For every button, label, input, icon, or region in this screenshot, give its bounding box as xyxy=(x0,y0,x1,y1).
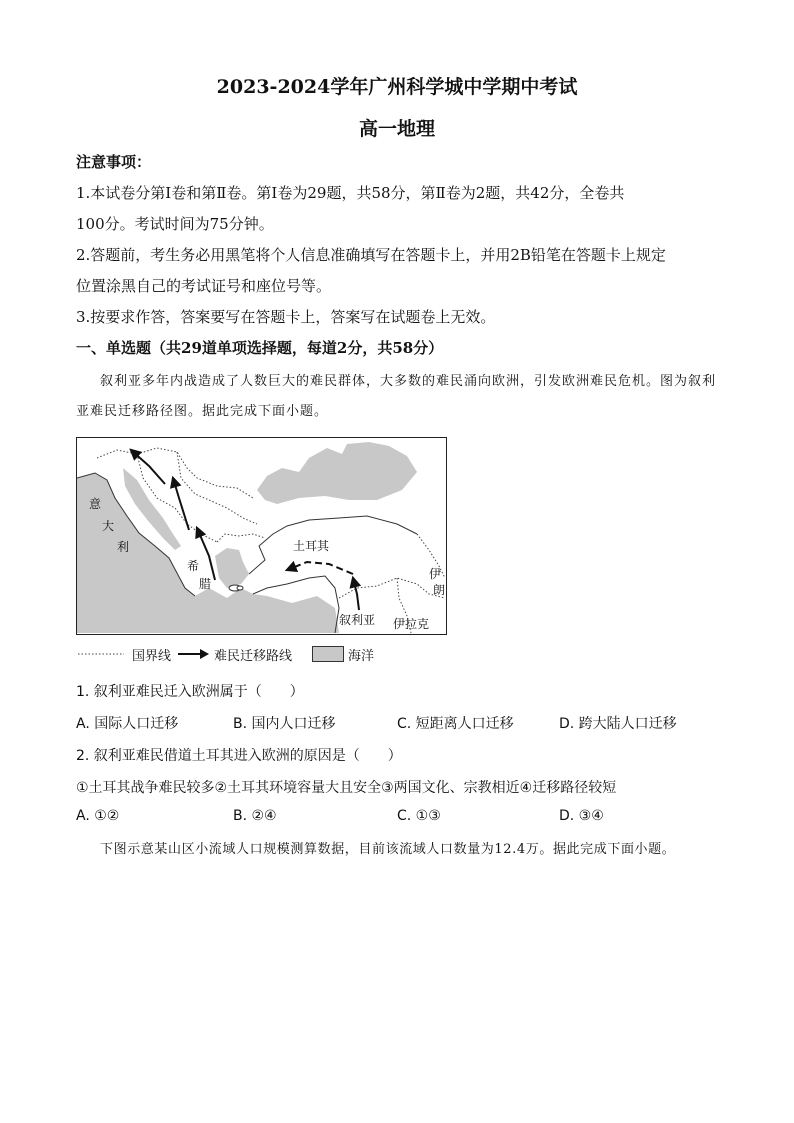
q1-option-b[interactable]: B. 国内人口迁移 xyxy=(233,716,336,732)
label-iraq: 伊拉克 xyxy=(393,617,430,631)
notice-line-2a: 2.答题前，考生务必用黑笔将个人信息准确填写在答题卡上，并用2B铅笔在答题卡上规定 xyxy=(76,246,666,264)
label-italy-2: 大 xyxy=(102,519,115,533)
label-iran-2: 朗 xyxy=(433,583,445,597)
exam-title: 2023-2024学年广州科学城中学期中考试 xyxy=(216,76,578,98)
route-syria xyxy=(353,578,359,610)
q1-option-a[interactable]: A. 国际人口迁移 xyxy=(76,716,179,732)
next-intro-text: 下图示意某山区小流域人口规模测算数据，目前该流域人口数量为12.4万。据此完成下面小题。 xyxy=(100,842,676,857)
q2-option-d[interactable]: D. ③④ xyxy=(559,808,604,824)
label-turkey: 土耳其 xyxy=(293,539,330,553)
island xyxy=(237,586,243,590)
notice-line-2b: 位置涂黑自己的考试证号和座位号等。 xyxy=(76,277,332,295)
sea-black xyxy=(257,442,417,504)
map-svg xyxy=(77,438,445,633)
route-north xyxy=(131,450,165,484)
q2-stem: 2. 叙利亚难民借道土耳其进入欧洲的原因是（ ） xyxy=(76,748,402,764)
q2-option-a[interactable]: A. ①② xyxy=(76,808,120,824)
legend-route-symbol xyxy=(176,647,210,661)
intro-text-b: 亚难民迁移路径图。据此完成下面小题。 xyxy=(76,404,329,419)
notice-line-3: 3.按要求作答，答案要写在答题卡上，答案写在试题卷上无效。 xyxy=(76,308,496,326)
q2-option-b[interactable]: B. ②④ xyxy=(233,808,277,824)
q1-stem: 1. 叙利亚难民迁入欧洲属于（ ） xyxy=(76,684,304,700)
legend-sea-label: 海洋 xyxy=(348,649,375,664)
intro-text-a: 叙利亚多年内战造成了人数巨大的难民群体，大多数的难民涌向欧洲，引发欧洲难民危机。图为叙利 xyxy=(100,374,717,389)
q2-option-c[interactable]: C. ①③ xyxy=(397,808,441,824)
legend-sea-symbol xyxy=(312,646,344,662)
sea-aegean xyxy=(215,548,249,588)
notice-line-1b: 100分。考试时间为75分钟。 xyxy=(76,215,274,233)
label-italy-3: 利 xyxy=(117,540,130,554)
route-turkey xyxy=(287,562,353,574)
route-balkans xyxy=(173,478,189,530)
q1-option-d[interactable]: D. 跨大陆人口迁移 xyxy=(559,716,677,732)
refugee-route-map xyxy=(76,437,447,635)
exam-subject: 高一地理 xyxy=(358,118,435,140)
notice-heading: 注意事项： xyxy=(76,153,152,171)
notice-line-1a: 1.本试卷分第Ⅰ卷和第Ⅱ卷。第Ⅰ卷为29题，共58分，第Ⅱ卷为2题，共42分，全卷共 xyxy=(76,184,625,202)
section-heading: 一、单选题（共29道单项选择题，每道2分，共58分） xyxy=(76,339,444,357)
route-greece xyxy=(197,528,215,580)
legend-border-label: 国界线 xyxy=(132,649,172,664)
q1-option-c[interactable]: C. 短距离人口迁移 xyxy=(397,716,514,732)
label-greece-2: 腊 xyxy=(199,577,212,591)
legend-route-label: 难民迁移路线 xyxy=(214,649,293,664)
q2-statements: ①土耳其战争难民较多②土耳其环境容量大且安全③两国文化、宗教相近④迁移路径较短 xyxy=(76,780,617,796)
map-legend xyxy=(76,644,456,664)
turkey-coast xyxy=(249,516,417,574)
label-syria: 叙利亚 xyxy=(339,613,376,627)
label-iran-1: 伊 xyxy=(429,567,442,581)
label-greece-1: 希 xyxy=(187,559,200,573)
legend-border-symbol xyxy=(76,650,126,658)
label-italy-1: 意 xyxy=(89,497,102,511)
